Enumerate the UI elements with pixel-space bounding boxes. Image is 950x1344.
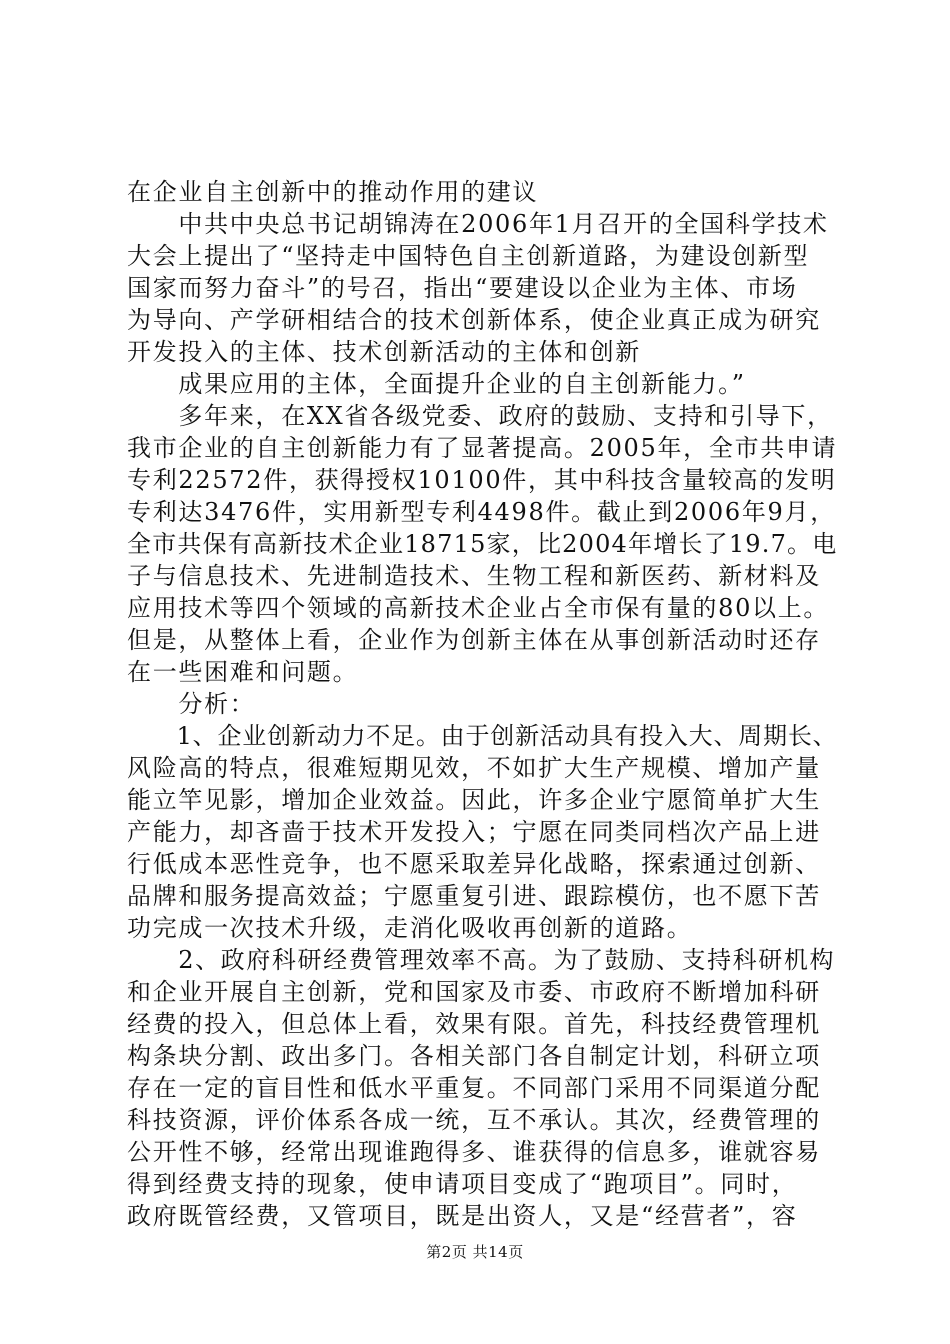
text-line: 功完成一次技术升级，走消化吸收再创新的道路。 [127, 914, 693, 942]
text-line: 在一些困难和问题。 [127, 658, 359, 686]
text-line: 政府既管经费，又管项目，既是出资人，又是“经营者”，容 [127, 1202, 798, 1230]
text-line: 行低成本恶性竞争，也不愿采取差异化战略，探索通过创新、 [127, 850, 821, 878]
text-line: 全市共保有高新技术企业18715家，比2004年增长了19.7。电 [127, 530, 838, 558]
text-line: 经费的投入，但总体上看，效果有限。首先，科技经费管理机 [127, 1010, 821, 1038]
document-body [127, 176, 837, 1232]
text-line: 存在一定的盲目性和低水平重复。不同部门采用不同渠道分配 [127, 1074, 821, 1102]
text-line: 多年来，在XX省各级党委、政府的鼓励、支持和引导下， [127, 402, 833, 430]
text-line: 品牌和服务提高效益；宁愿重复引进、跟踪模仿，也不愿下苦 [127, 882, 821, 910]
text-line: 2、政府科研经费管理效率不高。为了鼓励、支持科研机构 [127, 946, 836, 974]
text-line: 和企业开展自主创新，党和国家及市委、市政府不断增加科研 [127, 978, 821, 1006]
text-line: 成果应用的主体，全面提升企业的自主创新能力。” [127, 370, 746, 398]
text-line: 国家而努力奋斗”的号召，指出“要建设以企业为主体、市场 [127, 274, 798, 302]
text-line: 得到经费支持的现象，使申请项目变成了“跑项目”。同时， [127, 1170, 798, 1198]
text-line: 能立竿见影，增加企业效益。因此，许多企业宁愿简单扩大生 [127, 786, 821, 814]
text-line: 为导向、产学研相结合的技术创新体系，使企业真正成为研究 [127, 306, 821, 334]
text-line: 但是，从整体上看，企业作为创新主体在从事创新活动时还存 [127, 626, 821, 654]
text-line: 子与信息技术、先进制造技术、生物工程和新医药、新材料及 [127, 562, 821, 590]
text-line: 1、企业创新动力不足。由于创新活动具有投入大、周期长、 [127, 722, 838, 750]
text-line: 在企业自主创新中的推动作用的建议 [127, 178, 539, 206]
text-line: 中共中央总书记胡锦涛在2006年1月召开的全国科学技术 [127, 210, 829, 238]
text-line: 我市企业的自主创新能力有了显著提高。2005年，全市共申请 [127, 434, 838, 462]
text-line: 产能力，却吝啬于技术开发投入；宁愿在同类同档次产品上进 [127, 818, 821, 846]
text-line: 开发投入的主体、技术创新活动的主体和创新 [127, 338, 641, 366]
page-number-footer: 第2页 共14页 [426, 1243, 524, 1261]
text-line: 专利达3476件，实用新型专利4498件。截止到2006年9月， [127, 498, 836, 526]
text-line: 大会上提出了“坚持走中国特色自主创新道路，为建设创新型 [127, 242, 810, 270]
text-line: 科技资源，评价体系各成一统，互不承认。其次，经费管理的 [127, 1106, 821, 1134]
text-line: 专利22572件，获得授权10100件，其中科技含量较高的发明 [127, 466, 837, 494]
text-line: 公开性不够，经常出现谁跑得多、谁获得的信息多，谁就容易 [127, 1138, 821, 1166]
text-line: 风险高的特点，很难短期见效，不如扩大生产规模、增加产量 [127, 754, 821, 782]
text-line: 应用技术等四个领域的高新技术企业占全市保有量的80以上。 [127, 594, 830, 622]
text-line: 构条块分割、政出多门。各相关部门各自制定计划，科研立项 [127, 1042, 821, 1070]
text-line: 分析： [127, 690, 256, 718]
